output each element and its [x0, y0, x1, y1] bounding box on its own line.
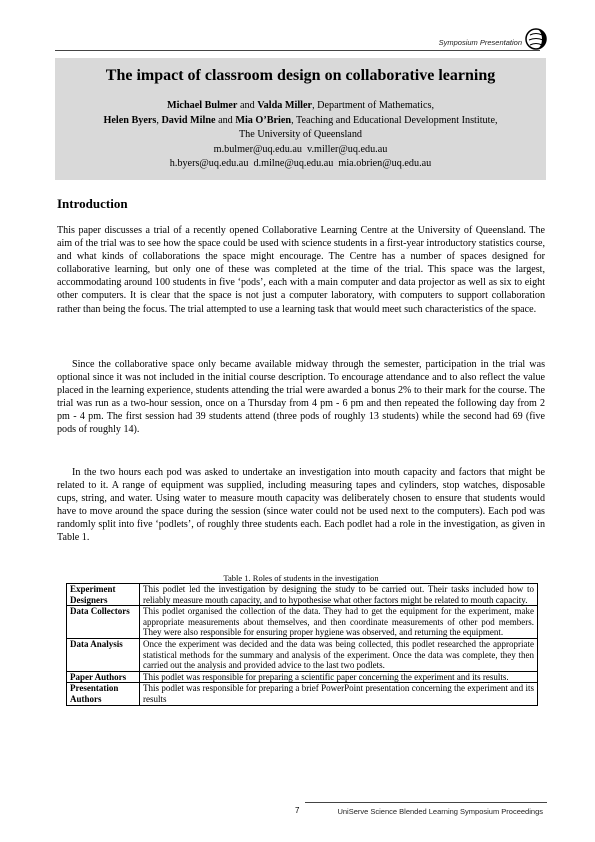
author-conjunction: and: [215, 114, 236, 126]
table-row: [67, 683, 538, 705]
role-cell: Paper Authors: [67, 671, 140, 683]
description-cell: This podlet organised the collection of the data. They had to get the equipment for the experiment, make appropriate measurements about themselves, and then coordinate measurements of other pod members. They were also responsible for ensuring proper hygiene was observed, and returning the equipment.: [140, 606, 538, 639]
table-caption: Table 1. Roles of students in the investigation: [223, 573, 379, 583]
table-row: [67, 671, 538, 683]
section-heading: Introduction: [57, 196, 128, 211]
header-rule: [55, 50, 540, 51]
description-cell: This podlet was responsible for preparing a brief PowerPoint presentation concerning the experiment and its results: [140, 683, 538, 705]
page-number: 7: [295, 806, 300, 815]
role-cell: Presentation Authors: [67, 683, 140, 705]
paper-title: The impact of classroom design on collaborative learning: [105, 67, 496, 84]
author-block: [55, 99, 546, 172]
role-cell: Data Collectors: [67, 606, 140, 639]
footer-rule: [305, 802, 547, 803]
email-line-1: m.bulmer@uq.edu.au v.miller@uq.edu.au: [213, 143, 388, 155]
body-paragraph: In the two hours each pod was asked to undertake an investigation into mouth capacity and factors that might be related to it. A range of equipment was supplied, including measuring tapes and cylinders, stop watches, disposable cups, string, and water. Using water to measure mouth capacity was deliberately chosen to ensure that students would have to move around the space during the session (since water could not be used next to the computers). Each pod was randomly split into five ‘podlets’, of roughly three students each. Each podlet had a role in the investigation, as given in Table 1.: [57, 467, 545, 544]
table-row: [67, 606, 538, 639]
role-cell: Experiment Designers: [67, 584, 140, 606]
running-footer: UniServe Science Blended Learning Symposium Proceedings: [337, 807, 543, 816]
author-name: David Milne: [161, 114, 216, 126]
body-paragraph: Since the collaborative space only became available midway through the semester, participation in the trial was optional since it was not included in the initial course description. To encourage attendance and to also reflect the value placed in the learning experience, students attending the trial were awarded a bonus 2% to their mark for the course. The trial was run as a two-hour session, once on a Thursday from 4 pm - 6 pm and then repeated the following day from 2 pm - 4 pm. The first session had 39 students attend (three pods of roughly 13 students) while the second had 69 (five pods of roughly 14).: [57, 359, 545, 436]
email-line-2: h.byers@uq.edu.au d.milne@uq.edu.au mia.obrien@uq.edu.au: [169, 158, 432, 169]
table-row: [67, 638, 538, 671]
roles-table: [66, 583, 538, 706]
table-row: [67, 584, 538, 606]
description-cell: This podlet led the investigation by designing the study to be carried out. Their tasks included how to reliably measure mouth capacity, and to hypothesise what other factors might be related to mouth capacity.: [140, 584, 538, 606]
author-name: Mia O’Brien: [235, 114, 292, 126]
university: The University of Queensland: [238, 129, 363, 140]
author-name: Michael Bulmer: [166, 100, 238, 111]
description-cell: Once the experiment was decided and the data was being collected, this podlet researched the appropriate statistical methods for the summary and analysis of the experiment. Once the data was complete, they then carried out the analysis and provided advice to the last two podlets.: [140, 638, 538, 671]
running-header: Symposium Presentation: [438, 38, 522, 47]
author-affiliation: , Teaching and Educational Development Institute,: [291, 114, 498, 126]
uniserve-logo-icon: [525, 27, 547, 51]
author-name: Valda Miller: [257, 100, 313, 111]
body-paragraph: This paper discusses a trial of a recently opened Collaborative Learning Centre at the University of Queensland. The aim of the trial was to see how the space could be used with science students in a first-year introductory statistics course, and what kinds of collaborations the space might encourage. The Centre has a number of spaces designed for collaborative learning, but only one of these was completed at the time of the trial. This space was the largest, accommodating around 100 students in five ‘pods’, each with a main computer and data projector as well as six to eight other computers. It is clear that the space is not just a computer laboratory, with computers to support collaboration rather than being the focus. The trial attempted to use a learning task that would meet such characteristics of the space.: [57, 225, 545, 315]
author-separator: ,: [156, 114, 162, 126]
author-affiliation: , Department of Mathematics,: [312, 100, 434, 111]
author-line-1: [55, 99, 546, 114]
author-name: Helen Byers: [103, 114, 157, 126]
title-block: [55, 58, 546, 180]
author-line-2: [55, 114, 546, 129]
role-cell: Data Analysis: [67, 638, 140, 671]
author-conjunction: and: [237, 100, 258, 111]
description-cell: This podlet was responsible for preparing a scientific paper concerning the experiment and its results.: [140, 671, 538, 683]
